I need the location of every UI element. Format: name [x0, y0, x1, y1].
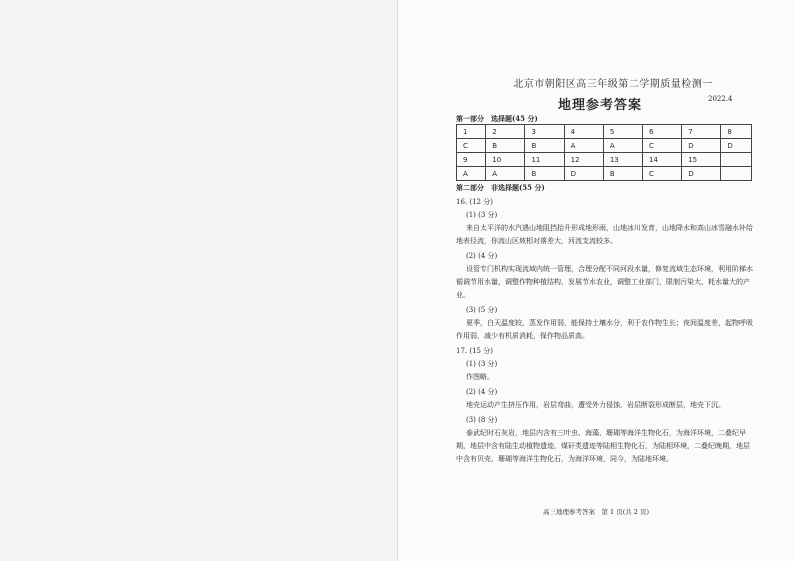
table-row	[457, 167, 752, 181]
table-row	[457, 125, 752, 139]
q16-part3-head: (3) (5 分)	[466, 306, 498, 314]
q16-part1-answer: 来自太平洋的水汽遇山地阻挡抬升形成地形雨，山地冰川发育，山地降水和高山冰雪融水补给地表径流，你流山区坡相对落差大，河流支流较多。	[456, 224, 753, 245]
table-cell: 13	[603, 153, 642, 167]
table-cell: 6	[643, 125, 682, 139]
question-16-head: 16. (12 分)	[456, 198, 493, 206]
section2-label: 第二部分 非选择题(55 分)	[456, 183, 545, 192]
table-row	[457, 153, 752, 167]
table-cell: 4	[564, 125, 603, 139]
table-cell: C	[643, 167, 682, 181]
table-cell: D	[682, 167, 721, 181]
exam-date: 2022.4	[708, 95, 733, 103]
section1-label: 第一部分 选择题(45 分)	[456, 114, 538, 123]
table-cell: A	[603, 139, 642, 153]
table-row	[457, 139, 752, 153]
table-cell: D	[682, 139, 721, 153]
table-cell: 3	[525, 125, 564, 139]
table-cell: A	[457, 167, 486, 181]
q17-part2-head: (2) (4 分)	[466, 388, 498, 396]
q17-part3-head: (3) (8 分)	[466, 416, 498, 424]
q16-part1-head: (1) (3 分)	[466, 211, 498, 219]
q17-part3-answer: 泰武纪时石灰岩，地层内含有三叶虫、海藻、珊瑚等海洋生物化石，为海洋环境，二叠纪早期，地层中含有陆生动植物遗迹，煤矸类遗迹等陆相生物化石，为陆相环境，二叠纪晚期，地层中含有贝壳、珊瑚等海洋生物化石，为海洋环境，同今，为陆地环境。	[456, 429, 750, 463]
table-cell: B	[525, 139, 564, 153]
question-17-head: 17. (15 分)	[456, 347, 493, 355]
table-cell	[721, 167, 752, 181]
table-cell: B	[603, 167, 642, 181]
table-cell: 1	[457, 125, 486, 139]
page-title: 地理参考答案	[558, 98, 643, 113]
table-cell: 2	[486, 125, 525, 139]
q17-part1-head: (1) (3 分)	[466, 360, 498, 368]
table-cell: D	[564, 167, 603, 181]
table-cell: 5	[603, 125, 642, 139]
q17-part1-answer: 作图略。	[466, 373, 494, 381]
q16-part2-head: (2) (4 分)	[466, 252, 498, 260]
table-cell: 8	[721, 125, 752, 139]
table-cell: 11	[525, 153, 564, 167]
table-cell: C	[643, 139, 682, 153]
table-cell: 12	[564, 153, 603, 167]
table-cell: B	[525, 167, 564, 181]
table-cell: 14	[643, 153, 682, 167]
table-cell: B	[486, 139, 525, 153]
table-cell	[721, 153, 752, 167]
table-cell: A	[564, 139, 603, 153]
document-page	[398, 0, 794, 561]
table-cell: 9	[457, 153, 486, 167]
page-footer: 高三地理参考答案 第 1 页(共 2 页)	[542, 508, 650, 516]
table-cell: 7	[682, 125, 721, 139]
table-cell: D	[721, 139, 752, 153]
answer-table	[456, 124, 752, 181]
q16-part3-answer: 夏季，白天温度较，蒸发作用弱，能保持土壤水分，利于农作物生长；夜间温度差，起物呼吸作用弱，减少有机质消耗，保作物品质高。	[456, 319, 753, 340]
q16-part2-answer: 设管专门机构实现流域内统一管理，合理分配不同河段水量，修复流域生态环境，利用阶梯水循调节用水量，调整作物种植结构，发展节水农业，调整工业部门，限制污染大、耗水量大的产业。	[456, 265, 753, 299]
school-exam-title: 北京市朝阳区高三年级第二学期质量检测一	[513, 79, 713, 90]
table-cell: 10	[486, 153, 525, 167]
answer-content	[456, 196, 756, 468]
table-cell: C	[457, 139, 486, 153]
q17-part2-answer: 地壳运动产生挤压作用，岩层弯曲，遭受外力侵蚀，岩层断裂形成断层，地壳下沉。	[466, 401, 725, 409]
table-cell: 15	[682, 153, 721, 167]
table-cell: A	[486, 167, 525, 181]
